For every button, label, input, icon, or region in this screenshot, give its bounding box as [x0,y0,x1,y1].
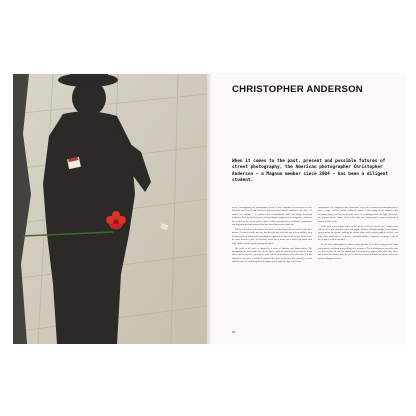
article-lead: When it comes to the past, present and possible futures of street photography, the American photographer Christopher Anderson – a Magnum member since 2004 – has been a diligent student. [232,159,388,183]
paragraph: The more I looked at the masters, the more I realized that I did not want to make their pictures. I wanted to make my own, and the only way to do that was to keep walking, keep looking and keep failing until something true appeared in front of the camera. In this sense the street became a place of rehearsal, where every frame was a small experiment with light, shadow and the people passing through it. [232,229,312,245]
body-column-left [232,207,312,325]
article-title: CHRISTOPHER ANDERSON [232,84,363,95]
paragraph: His work on the street is shaped by a sense of intimacy and improvisation. The photographs are often made close to the subject, with the camera held low and the frame filled with the textures of pavement, walls and the long shadows of the afternoon. It is this attention to the quiet, overlooked moments that gives his pictures their particular tension and their sense of something about to happen just beyond the edge of the frame. [232,247,312,264]
paragraph: In his most recent images, taken on the streets of cities he knows well, Anderson has embraced the bold, saturated colour and graphic shadows of bright sunlight. Long shadows stretch across the ground, splitting the picture plane and becoming subjects in their own right, while small objects – a flower, a discarded packet, a fragment of signage – take on the weight of a whole narrative. [318,225,398,242]
paragraph: To me, street photography is about paying attention. It is about being present, about being patient, and about being willing to be surprised. The best pictures are often the ones you did not plan for, and the hardest part is learning to recognize them when they arrive and to trust the instinct that tells you to raise the camera and make the picture before the moment disappears forever. [318,244,398,260]
paragraph: composition. The cropping works consciously to get rid of extraneous information and to leave a single, resolved gesture within the picture. I am looking for the moment when everything aligns, and I am trying to be aware of everything at once, the light, the people, the gestures and the shapes, while at the same time letting myself respond intuitively to what is in front of me. [318,207,398,223]
street-photograph [13,74,207,344]
book-spread [13,74,404,344]
article-page [232,74,398,344]
body-columns [232,207,398,325]
paragraph: Before contemplating the photographic greats of such Magnum heavyweights as Josef Koudelka and Henri Cartier-Bresson, Anderson asked himself whether he was able – or should ever attempt – to emulate their compositional skills and highly developed aesthetics. Over the past few years, with prestigious assignments for magazines, Anderson has worked on the streets and the edges of cities, moving between editorial commissions and long-form personal projects that have taken him across continents. [232,207,312,227]
page-number: 96 [232,330,236,334]
body-column-right [318,207,398,325]
book-gutter [207,74,212,344]
